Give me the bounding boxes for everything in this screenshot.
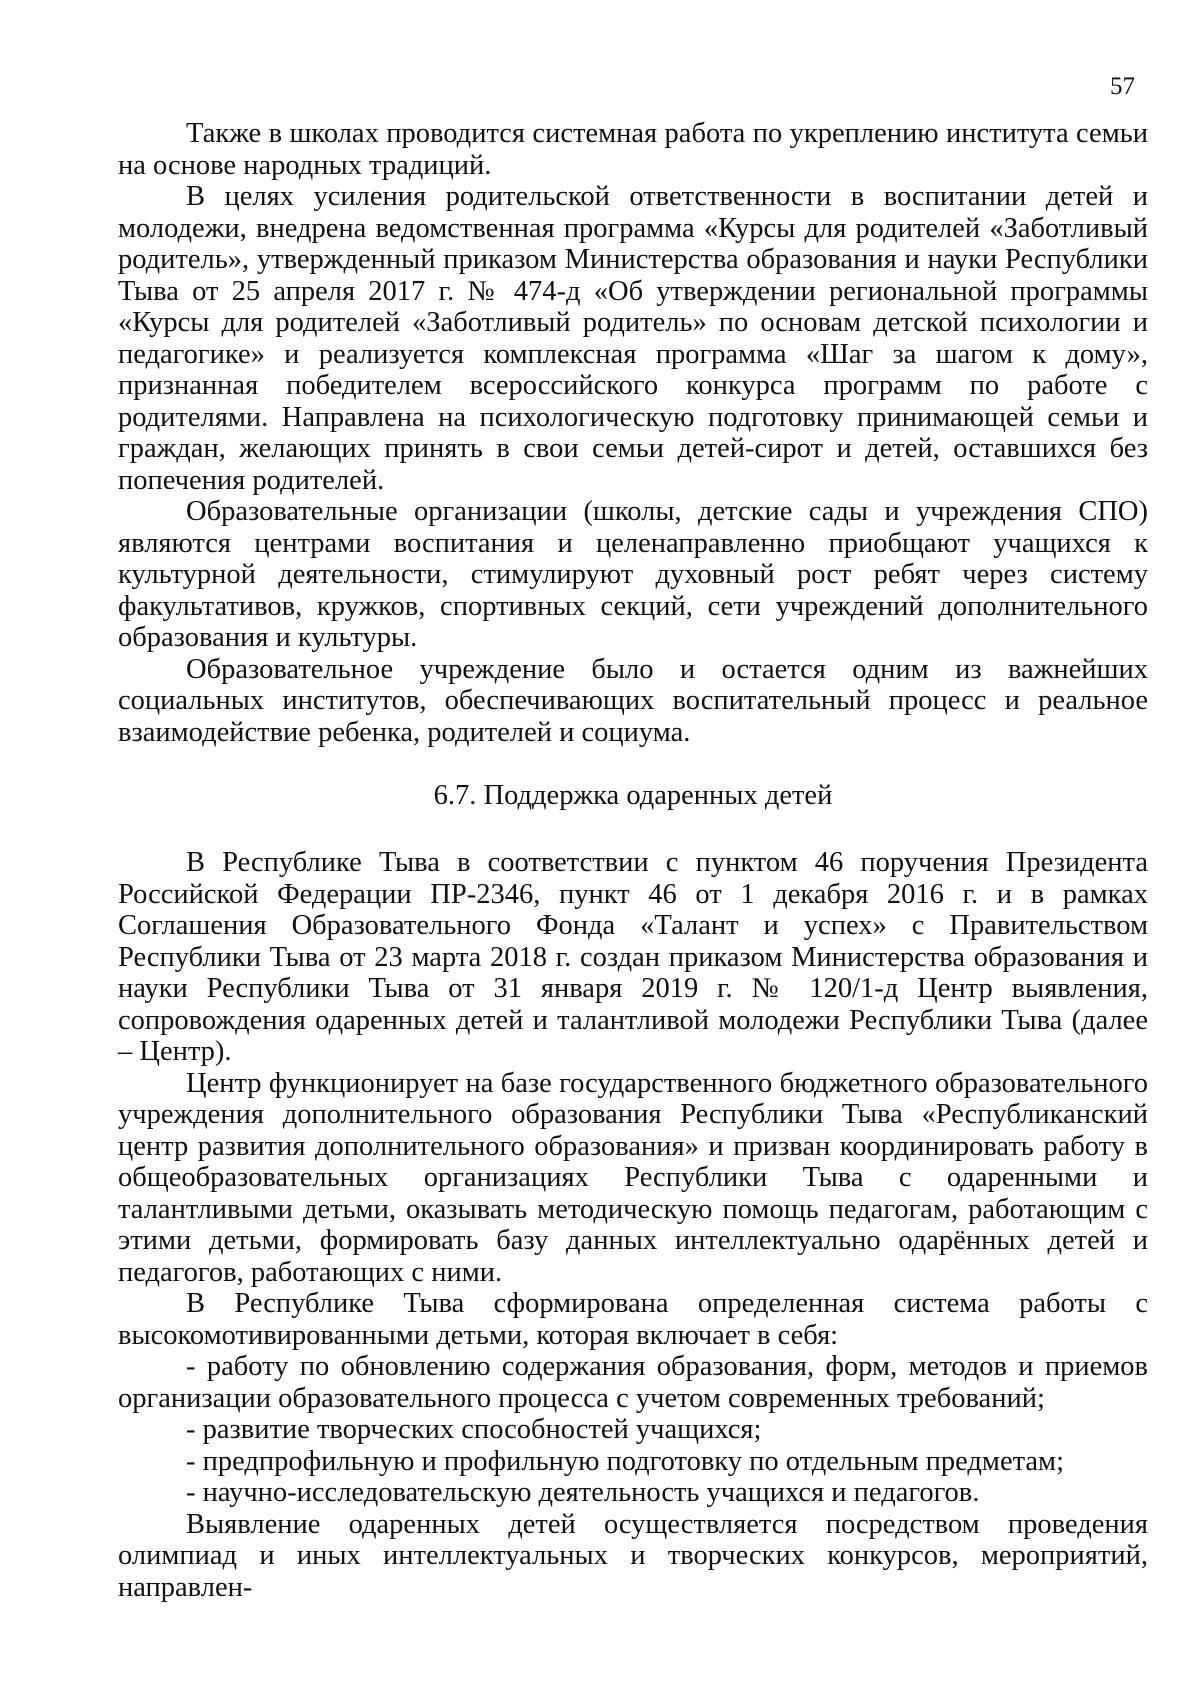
section-heading: 6.7. Поддержка одаренных детей bbox=[433, 780, 833, 811]
list-item-content-update: - работу по обновлению содержания образования, форм, методов и приемов организации образовательного процесса с учетом современных требований; bbox=[118, 1351, 1148, 1414]
paragraph-system-of-work: В Республике Тыва сформирована определенная система работы с высокомотивированными детьми, которая включает в себя: bbox=[118, 1288, 1148, 1351]
page-content bbox=[118, 118, 1148, 1603]
paragraph-educational-organizations: Образовательные организации (школы, детские сады и учреждения СПО) являются центрами воспитания и целенаправленно приобщают учащихся к культурной деятельности, стимулируют духовный рост ребят через систему факультативов, кружков, спортивных секций, сети учреждений дополнительного образования и культуры. bbox=[118, 496, 1148, 653]
paragraph-gifted-identification: Выявление одаренных детей осуществляется посредством проведения олимпиад и иных интеллектуальных и творческих конкурсов, мероприятий, направлен- bbox=[118, 1508, 1148, 1603]
paragraph-parent-responsibility: В целях усиления родительской ответственности в воспитании детей и молодежи, внедрена ведомственная программа «Курсы для родителей «Заботливый родитель», утвержденный приказом Министерства образования и науки Республики Тыва от 25 апреля 2017 г. № 474-д «Об утверждении региональной программы «Курсы для родителей «Заботливый родитель» по основам детской психологии и педагогике» и реализуется комплексная программа «Шаг за шагом к дому», признанная победителем всероссийского конкурса программ по работе с родителями. Направлена на психологическую подготовку принимающей семьи и граждан, желающих принять в свои семьи детей-сирот и детей, оставшихся без попечения родителей. bbox=[118, 181, 1148, 496]
list-item-research-activity: - научно-исследовательскую деятельность учащихся и педагогов. bbox=[186, 1477, 980, 1508]
paragraph-center-creation: В Республике Тыва в соответствии с пунктом 46 поручения Президента Российской Федерации ПР-2346, пункт 46 от 1 декабря 2016 г. и в рамках Соглашения Образовательного Фонда «Талант и успех» с Правительством Республики Тыва от 23 марта 2018 г. создан приказом Министерства образования и науки Республики Тыва от 31 января 2019 г. № 120/1-д Центр выявления, сопровождения одаренных детей и талантливой молодежи Республики Тыва (далее – Центр). bbox=[118, 847, 1148, 1067]
list-item-profile-training: - предпрофильную и профильную подготовку по отдельным предметам; bbox=[186, 1445, 1065, 1477]
list-item-creative-abilities: - развитие творческих способностей учащихся; bbox=[186, 1414, 762, 1445]
paragraph-family-institute: Также в школах проводится системная работа по укреплению института семьи на основе народных традиций. bbox=[118, 118, 1148, 181]
paragraph-educational-institution: Образовательное учреждение было и остается одним из важнейших социальных институтов, обеспечивающих воспитательный процесс и реальное взаимодействие ребенка, родителей и социума. bbox=[118, 653, 1148, 748]
page-number: 57 bbox=[1110, 73, 1135, 100]
paragraph-center-function: Центр функционирует на базе государственного бюджетного образовательного учреждения дополнительного образования Республики Тыва «Республиканский центр развития дополнительного образования» и призван координировать работу в общеобразовательных организациях Республики Тыва с одаренными и талантливыми детьми, оказывать методическую помощь педагогам, работающим с этими детьми, формировать базу данных интеллектуально одарённых детей и педагогов, работающих с ними. bbox=[118, 1067, 1148, 1288]
